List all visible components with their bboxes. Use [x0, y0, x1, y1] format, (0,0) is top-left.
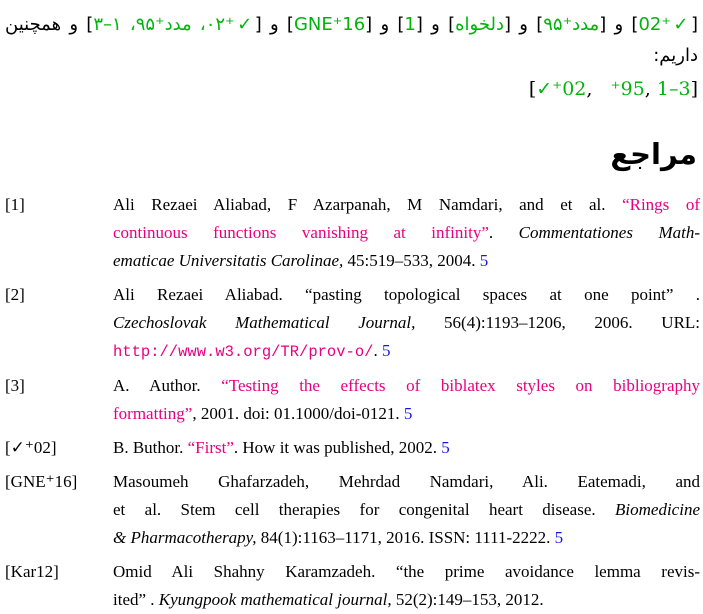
- text-run: ] و [: [503, 14, 544, 35]
- text-run: ] و [: [254, 14, 294, 35]
- text-run: [GNE⁺16]: [5, 472, 78, 491]
- text-run: Omid Ali Shahny Karamzadeh. “the prime avoidance lemma revis-: [113, 562, 700, 581]
- page-ref-link[interactable]: 5: [479, 251, 489, 270]
- text-run: [Kar12]: [5, 562, 59, 581]
- intro-display-citation: [5, 74, 698, 105]
- bib-entry: [5, 372, 700, 428]
- text-run: ,: [586, 78, 611, 100]
- text-run: A. Author.: [113, 376, 222, 395]
- italic-text-run: Biomedicine: [615, 500, 700, 519]
- citation-link[interactable]: 1–3: [656, 78, 691, 100]
- citation-link[interactable]: ⁺95: [610, 78, 645, 100]
- bib-entry-line: [113, 586, 700, 614]
- text-run: 45:519–533, 2004.: [343, 251, 480, 270]
- text-run: 84(1):1163–1171, 2016. ISSN: 1111-2222.: [256, 528, 555, 547]
- references-heading: [0, 135, 703, 173]
- bib-entry-line: [113, 496, 700, 524]
- italic-text-run: ematicae Universitatis Carolinae,: [113, 251, 344, 270]
- text-run: Ali Rezaei Aliabad. “pasting topological spaces at one point” .: [113, 285, 700, 304]
- text-run: [3]: [5, 376, 25, 395]
- bib-entry-text: [113, 191, 700, 275]
- text-run: ] و همچنین داریم:: [5, 14, 698, 66]
- bib-entry-line: [113, 468, 700, 496]
- title-link[interactable]: formatting”: [113, 404, 193, 423]
- text-run: Ali Rezaei Aliabad, F Azarpanah, M Namdari, and et al.: [113, 195, 623, 214]
- text-run: , 2001. doi: 01.1000/doi-0121.: [192, 404, 404, 423]
- text-run: ] و [: [415, 14, 456, 35]
- title-link[interactable]: “Rings of: [622, 195, 701, 214]
- bib-entry-text: [113, 434, 700, 462]
- text-run: B. Buthor.: [113, 438, 188, 457]
- bib-entry-label: [5, 434, 113, 462]
- bib-entry-label: [5, 468, 113, 552]
- text-run: [2]: [5, 285, 25, 304]
- italic-text-run: & Pharmacotherapy,: [113, 528, 257, 547]
- bib-entry-label: [5, 372, 113, 428]
- text-run: ] و [: [365, 14, 405, 35]
- bib-entry-line: [113, 281, 700, 309]
- text-run: ]: [690, 78, 698, 100]
- bib-entry: [5, 191, 700, 275]
- text-run: .: [373, 341, 382, 360]
- bib-entry-text: [113, 468, 700, 552]
- citation-link[interactable]: ✓⁺۰۲، مدد⁺۹۵، ۱–۳: [93, 14, 255, 35]
- text-run: . How it was published, 2002.: [233, 438, 442, 457]
- text-run: [: [690, 14, 699, 35]
- italic-text-run: Czechoslovak Mathematical Journal,: [113, 313, 416, 332]
- title-link[interactable]: “First”: [187, 438, 234, 457]
- text-run: et al. Stem cell therapies for congenital heart disease.: [113, 500, 616, 519]
- citation-link[interactable]: ✓⁺02: [638, 14, 691, 35]
- page-ref-link[interactable]: 5: [441, 438, 450, 457]
- bib-entry-line: [113, 524, 700, 552]
- text-run: [✓⁺02]: [5, 438, 57, 457]
- text-run: [: [528, 78, 537, 100]
- text-run: 56(4):1193–1206, 2006. URL:: [415, 313, 701, 332]
- title-link[interactable]: “Testing the effects of biblatex styles on bibliography: [221, 376, 700, 395]
- citation-link[interactable]: 1: [404, 14, 416, 35]
- text-run: Masoumeh Ghafarzadeh, Mehrdad Namdari, Ali. Eatemadi, and: [113, 472, 700, 491]
- bib-entry-text: [113, 281, 700, 366]
- references-heading-text: مراجع: [610, 137, 697, 171]
- bib-entry-line: [113, 434, 700, 462]
- citation-link[interactable]: دلخواه: [455, 14, 504, 35]
- citation-link[interactable]: ✓⁺02: [536, 78, 587, 100]
- bib-entry-text: [113, 372, 700, 428]
- italic-text-run: Kyungpook mathematical journal,: [158, 590, 392, 609]
- bib-entry-text: [113, 558, 700, 614]
- bib-entry: [5, 468, 700, 552]
- page-ref-link[interactable]: 5: [403, 404, 413, 423]
- bib-entry: [5, 434, 700, 462]
- intro-line-citations: [5, 9, 698, 71]
- text-run: 52(2):149–153, 2012.: [391, 590, 544, 609]
- bib-entry-line: [113, 558, 700, 586]
- bib-entry-line: [113, 309, 700, 337]
- text-run: [1]: [5, 195, 25, 214]
- bib-entry-label: [5, 191, 113, 275]
- bib-entry-line: [113, 191, 700, 219]
- text-run: ] و [: [599, 14, 639, 35]
- page-ref-link[interactable]: 5: [554, 528, 564, 547]
- bibliography-list: [0, 191, 703, 614]
- citation-link[interactable]: GNE⁺16: [293, 14, 366, 35]
- bib-entry-line: [113, 372, 700, 400]
- text-run: ited” .: [113, 590, 159, 609]
- bib-entry: [5, 558, 700, 614]
- text-run: .: [488, 223, 519, 242]
- citation-link[interactable]: مدد⁺۹۵: [543, 14, 600, 35]
- bib-entry-label: [5, 558, 113, 614]
- bib-entry-line: [113, 219, 700, 247]
- bib-entry-line: [113, 400, 700, 428]
- bib-entry: [5, 281, 700, 366]
- url-link[interactable]: http://www.w3.org/TR/prov-o/: [113, 343, 374, 361]
- title-link[interactable]: continuous functions vanishing at infinity”: [113, 223, 489, 242]
- bib-entry-label: [5, 281, 113, 366]
- italic-text-run: Commentationes Math-: [518, 223, 700, 242]
- intro-paragraph: [0, 0, 703, 105]
- bib-entry-line: [113, 247, 700, 275]
- text-run: ,: [644, 78, 657, 100]
- bib-entry-line: [113, 337, 700, 366]
- page-ref-link[interactable]: 5: [381, 341, 391, 360]
